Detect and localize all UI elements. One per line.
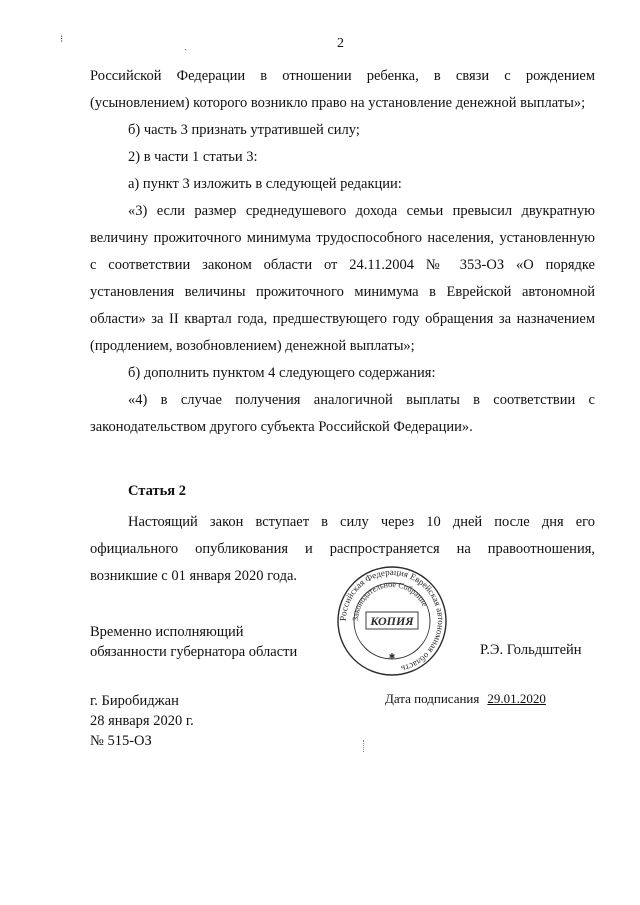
paragraph: 2) в части 1 статьи 3: (128, 149, 258, 165)
margin-mark (363, 740, 365, 752)
law-number: № 515-ОЗ (90, 733, 152, 749)
paragraph: Российской Федерации в отношении ребенка, в связи с рождением (усыновлением) которого возникло право на установление денежной выплаты»; (90, 68, 595, 111)
paragraph: «4) в случае получения аналогичной выплаты в соответствии с законодательством другого субъекта Российской Федерации». (90, 392, 595, 435)
official-seal (326, 565, 458, 677)
adoption-date: 28 января 2020 г. (90, 713, 194, 729)
document-body (90, 63, 595, 441)
margin-mark: ⁝ (60, 34, 64, 45)
seal-star-icon: ✱ (388, 652, 396, 661)
signing-date (385, 691, 546, 707)
position-line: обязанности губернатора области (90, 644, 298, 660)
paragraph: б) часть 3 признать утратившей силу; (128, 122, 360, 138)
paragraph: «3) если размер среднедушевого дохода семьи превысил двукратную величину прожиточного минимума трудоспособного населения, установленную с соответствии законом области от 24.11.2004 № 353-ОЗ «О порядке установления величины прожиточного минимума в Еврейской автономной области» за II квартал года, предшествующего году обращения за назначением (продлением, возобновлением) денежной выплаты»; (90, 203, 595, 354)
position-line: Временно исполняющий (90, 624, 244, 640)
seal-ring-text: Российская Федерация Еврейская автономная область (337, 566, 447, 674)
signing-date-label: Дата подписания (385, 691, 480, 706)
seal-inner-text: Законодательное Собрание (350, 579, 430, 622)
city: г. Биробиджан (90, 693, 179, 709)
paragraph: б) дополнить пунктом 4 следующего содержания: (128, 365, 436, 381)
article-title: Статья 2 (128, 483, 186, 499)
signatory-name: Р.Э. Гольдштейн (480, 642, 582, 658)
signing-date-value: 29.01.2020 (487, 691, 546, 706)
paragraph: Настоящий закон вступает в силу через 10 дней после дня его официального опубликования и распространяется на правоотношения, возникшие с 01 января 2020 года. (90, 514, 595, 584)
paragraph: а) пункт 3 изложить в следующей редакции: (128, 176, 402, 192)
signatory-position (90, 622, 297, 662)
place-date-block (90, 691, 194, 751)
page-number: 2 (337, 36, 344, 51)
seal-copy-label: КОПИЯ (370, 614, 414, 628)
margin-mark: ˏ (184, 40, 188, 51)
